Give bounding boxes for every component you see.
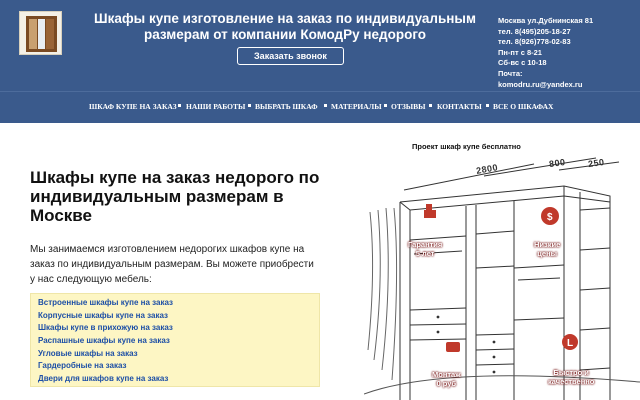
link-wardrobe-doors[interactable]: Двери для шкафов купе на заказ bbox=[38, 374, 169, 384]
nav-item-choose-wardrobe[interactable]: ВЫБРАТЬ ШКАФ bbox=[255, 102, 318, 111]
contact-hours-weekend: Сб-вс с 10-18 bbox=[498, 58, 547, 68]
nav-separator bbox=[486, 104, 489, 107]
wardrobe-drawing bbox=[364, 150, 640, 400]
link-walk-in-closets[interactable]: Гардеробные на заказ bbox=[38, 361, 127, 371]
tools-icon bbox=[446, 342, 460, 352]
link-corner-wardrobes[interactable]: Угловые шкафы на заказ bbox=[38, 348, 138, 358]
contact-phone-1[interactable]: тел. 8(495)205-18-27 bbox=[498, 26, 571, 36]
intro-text: Мы занимаемся изготовлением недорогих шкафов купе на заказ по индивидуальным размерам. Вы можете приобрести у нас следующую мебель: bbox=[30, 244, 314, 285]
contact-info bbox=[498, 16, 638, 90]
badge-guarantee: Гарантия 5 лет bbox=[408, 240, 443, 258]
main-nav bbox=[0, 91, 640, 123]
clock-glyph: L bbox=[567, 338, 574, 349]
dimension-side: 250 bbox=[587, 156, 606, 170]
site-logo[interactable] bbox=[19, 11, 62, 55]
project-caption: Проект шкаф купе бесплатно bbox=[412, 142, 521, 151]
product-links-box bbox=[30, 293, 320, 387]
callback-button[interactable]: Заказать звонок bbox=[237, 47, 344, 65]
link-built-in-wardrobes[interactable]: Встроенные шкафы купе на заказ bbox=[38, 298, 174, 307]
dimension-width: 2800 bbox=[475, 162, 499, 176]
badge-low-prices: Низкие цены bbox=[534, 240, 561, 258]
contact-email-label: Почта: bbox=[498, 68, 523, 78]
ruble-glyph: $ bbox=[547, 212, 553, 223]
nav-item-about-wardrobes[interactable]: ВСЕ О ШКАФАХ bbox=[493, 102, 554, 111]
contact-phone-2[interactable]: тел. 8(926)778-02-83 bbox=[498, 37, 571, 47]
nav-item-our-works[interactable]: НАШИ РАБОТЫ bbox=[186, 102, 246, 111]
nav-separator bbox=[429, 104, 432, 107]
nav-item-wardrobe-order[interactable]: ШКАФ КУПЕ НА ЗАКАЗ bbox=[89, 102, 177, 111]
site-header bbox=[0, 0, 640, 91]
nav-item-contacts[interactable]: КОНТАКТЫ bbox=[437, 102, 482, 111]
dimension-depth: 800 bbox=[548, 156, 567, 170]
link-cabinet-wardrobes[interactable]: Корпусные шкафы купе на заказ bbox=[38, 310, 169, 320]
contact-address: Москва ул.Дубнинская 81 bbox=[498, 16, 594, 25]
nav-separator bbox=[384, 104, 387, 107]
link-hallway-wardrobes[interactable]: Шкафы купе в прихожую на заказ bbox=[38, 323, 173, 333]
contact-email[interactable]: komodru.ru@yandex.ru bbox=[498, 79, 583, 89]
nav-separator bbox=[324, 104, 327, 107]
link-swing-wardrobes[interactable]: Распашные шкафы купе на заказ bbox=[38, 336, 170, 346]
nav-item-reviews[interactable]: ОТЗЫВЫ bbox=[391, 102, 426, 111]
site-title: Шкафы купе изготовление на заказ по индивидуальным размерам от компании КомодРу недорого bbox=[94, 11, 476, 42]
nav-separator bbox=[178, 104, 181, 107]
thumbs-up-icon bbox=[424, 204, 436, 218]
badge-fast-quality: Быстро и качественно bbox=[548, 368, 595, 386]
contact-hours-weekday: Пн-пт с 8-21 bbox=[498, 47, 542, 57]
badge-free-mounting: Монтаж 0 руб bbox=[432, 370, 461, 388]
nav-item-materials[interactable]: МАТЕРИАЛЫ bbox=[331, 102, 382, 111]
nav-separator bbox=[248, 104, 251, 107]
wardrobe-project-illustration bbox=[364, 150, 640, 400]
page-heading: Шкафы купе на заказ недорого по индивидуальным размерам в Москве bbox=[30, 168, 320, 225]
